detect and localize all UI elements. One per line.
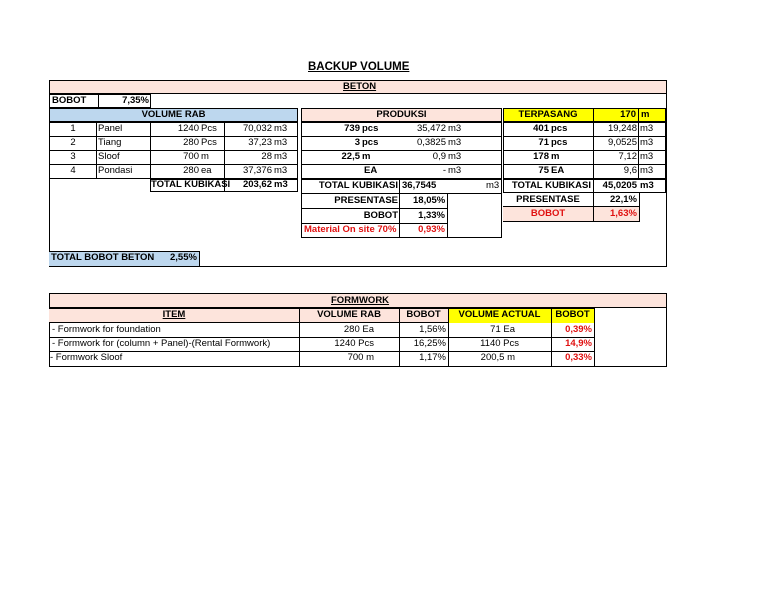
t-vol: 9,0525 [607,137,637,148]
col-item: ITEM [162,309,186,320]
produksi-header: PRODUKSI [376,109,427,120]
t-vol: 19,248 [607,123,637,134]
p-vol: 35,472 [416,123,446,134]
bobot-produksi-label: BOBOT [363,210,398,221]
row-qty: 1240 [177,123,199,134]
col-bobot: BOBOT [406,309,441,320]
row-item: Tiang [98,137,122,148]
row-unit: ea [201,165,212,176]
formwork-bobot2: 0,33% [565,352,592,363]
presentase-label: PRESENTASE [334,195,398,206]
row-vunit: m3 [274,137,288,148]
p-vunit: m3 [448,151,462,162]
col-volume-rab: VOLUME RAB [317,309,381,320]
bobot-terpasang: 1,63% [610,208,637,219]
bobot-produksi: 1,33% [418,210,445,221]
row-qty: 280 [183,137,199,148]
total-bobot-label: TOTAL BOBOT BETON [51,252,155,263]
row-vunit: m3 [274,165,288,176]
p-vunit: m3 [448,137,462,148]
beton-header: BETON [343,81,377,92]
formwork-vol-actual: 1140 Pcs [480,338,519,349]
formwork-item: - Formwork for (column + Panel)-(Rental Formwork) [52,338,271,349]
p-qty: 3 [354,137,360,148]
terpasang-total-label: TOTAL KUBIKASI [511,180,591,191]
total-rab-unit: m3 [274,179,288,190]
formwork-vol-actual: 71 Ea [490,324,515,335]
t-unit: pcs [551,123,568,134]
t-vunit: m3 [640,151,654,162]
formwork-header: FORMWORK [331,295,390,306]
row-vunit: m3 [274,123,288,134]
p-vol: - [442,165,446,176]
p-unit: pcs [362,137,379,148]
terpasang-presentase-label: PRESENTASE [516,194,580,205]
formwork-vol-rab: 700 m [347,352,374,363]
row-no: 3 [70,151,76,162]
material-onsite-value: 0,93% [418,224,445,235]
row-qty: 700 [183,151,199,162]
terpasang-bobot-label: BOBOT [530,208,566,219]
bobot-value: 7,35% [122,95,149,106]
formwork-bobot2: 14,9% [565,338,592,349]
terpasang-header: TERPASANG [518,109,578,120]
row-no: 1 [70,123,76,134]
formwork-item: - Formwork for foundation [52,324,161,335]
row-unit: m [201,151,209,162]
terpasang-qty: 170 [620,109,636,120]
p-qty: 739 [344,123,360,134]
produksi-total-value: 36,7545 [402,180,437,191]
row-item: Pondasi [98,165,133,176]
p-unit: EA [364,165,378,176]
row-qty: 280 [183,165,199,176]
t-unit: pcs [551,137,568,148]
t-vunit: m3 [640,165,654,176]
row-unit: Pcs [201,123,217,134]
p-unit: pcs [362,123,379,134]
row-no: 2 [70,137,76,148]
t-vunit: m3 [640,123,654,134]
p-vunit: m3 [448,123,462,134]
page-title: BACKUP VOLUME [308,61,410,73]
presentase-terpasang: 22,1% [610,194,637,205]
formwork-vol-rab: 280 Ea [343,324,374,335]
volume-rab-header: VOLUME RAB [141,109,206,120]
formwork-bobot: 1,56% [419,324,446,335]
row-item: Sloof [98,151,120,162]
total-rab-label: TOTAL KUBIKASI [151,179,231,190]
row-item: Panel [98,123,123,134]
total-bobot-value: 2,55% [170,252,197,263]
row-vol: 37,376 [242,165,272,176]
bobot-label: BOBOT [52,95,87,106]
formwork-bobot: 1,17% [419,352,446,363]
col-volume-actual: VOLUME ACTUAL [458,309,541,320]
total-rab-value: 203,62 [242,179,272,190]
produksi-total-unit: m3 [486,180,500,191]
p-vol: 0,9 [432,151,446,162]
terpasang-unit: m [641,109,650,120]
t-vol: 9,6 [623,165,637,176]
p-vol: 0,3825 [416,137,446,148]
produksi-total-label: TOTAL KUBIKASI [318,180,398,191]
p-unit: m [362,151,371,162]
formwork-bobot2: 0,39% [565,324,592,335]
col-bobot2: BOBOT [555,309,590,320]
terpasang-total-value: 45,0205 [602,180,637,191]
row-no: 4 [70,165,76,176]
t-unit: EA [551,165,565,176]
formwork-vol-actual: 200,5 m [480,352,515,363]
t-vunit: m3 [640,137,654,148]
t-qty: 71 [538,137,549,148]
row-vol: 37,23 [248,137,272,148]
formwork-item: - Formwork Sloof [50,352,123,363]
p-vunit: m3 [448,165,462,176]
t-vol: 7,12 [618,151,637,162]
row-vol: 28 [261,151,272,162]
t-unit: m [551,151,560,162]
formwork-bobot: 16,25% [413,338,446,349]
presentase-produksi: 18,05% [413,195,446,206]
t-qty: 401 [533,123,549,134]
p-qty: 22,5 [341,151,360,162]
row-vol: 70,032 [242,123,272,134]
row-unit: Pcs [201,137,217,148]
row-vunit: m3 [274,151,288,162]
t-qty: 178 [533,151,549,162]
terpasang-total-unit: m3 [640,180,654,191]
material-onsite-label: Material On site 70% [304,224,397,235]
formwork-vol-rab: 1240 Pcs [334,338,374,349]
t-qty: 75 [538,165,549,176]
